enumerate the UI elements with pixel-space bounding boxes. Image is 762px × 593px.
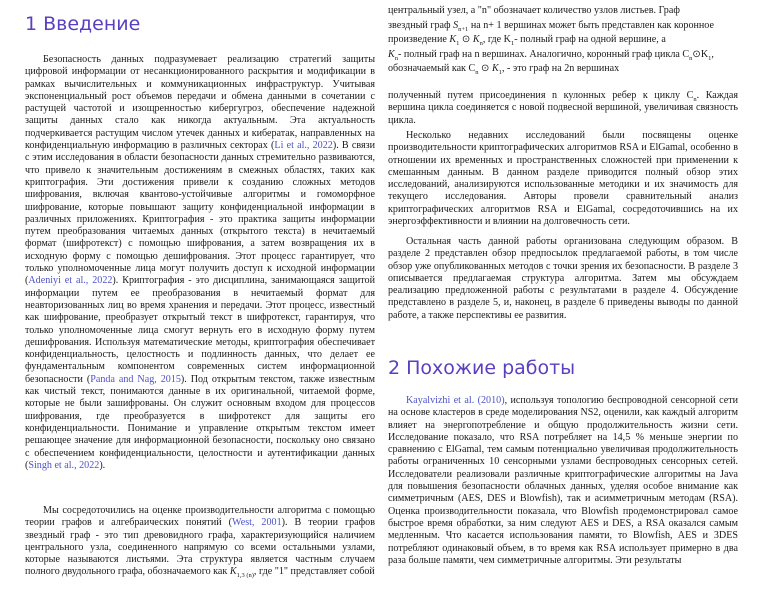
- paragraph-text: Несколько недавних исследований были посвящены оценке производительности криптографических алгоритмов RSA и ElGamal, особенно в отношении их временных и пространственных сложностей при применении к смешанным данным. В данном разделе приводится полный обзор этих исследований, анализируются использованные методики и их значимость для текущего исследования. Авторы провели сравнительный анализ криптографических алгоритмов RSA и ElGamal, сосредоточившись на их энергоэффективности и влиянии на долговечность сети.: [388, 130, 738, 228]
- text-span: , где K: [482, 34, 511, 46]
- text-span: ).: [99, 459, 106, 471]
- math-operator: ⊙: [459, 34, 473, 46]
- citation-link[interactable]: Li et al., 2022: [274, 140, 333, 152]
- text-span: , используя топологию беспроводной сенсорной сети на основе кластеров в среде моделирования NS2, оценили, как каждый алгоритм влияет на энергопотребление и общую продолжительность жизни сети. Исследование показало, что RSA потребляет на 14,5 % меньше энергии по сравнению с ElGamal, тем самым потенциально увеличивая продолжительность работы ограниченных 10 сенсорными узлами беспроводных сенсорных сетей. Исследователи реализовали различные криптографические алгоритмы на Java для повышения безопасности облачных данных, уделяя особое внимание как симметричным (AES, DES и Blowfish), так и асимметричным методам (RSA). Оценка производительности показала, что Blowfish продемонстрировал самое быстрое время обработки, за ним следуют AES и DES, а RSA оказался самым медленным. Что касается использования памяти, то Blowfish, AES и 3DES потребляют одинаковый объем, в то время как RSA использует примерно в два раза больше памяти, чем симметричные алгоритмы. Эти результаты: [388, 395, 739, 566]
- section-1-title: Введение: [43, 13, 141, 35]
- math-subscript: n: [479, 40, 483, 48]
- section-1-heading: [25, 12, 375, 36]
- text-span: на n+ 1 вершинах может быть представлен как коронное: [468, 19, 714, 31]
- text-span: ). Под открытым текстом, также известным как чистый текст, понимаются данные в их оригинальной, читаемой форме, которые не были зашифрованы. Он служит основным входом для процессов шифрования, где преобразуется в шифротекст для защиты его конфиденциальности. Понимание и управление открытым текстом имеет решающее значение для информационной безопасности, поскольку оно связано с обеспечением конфиденциальности, целостности и аутентификации данных (: [25, 373, 376, 471]
- math-symbol: K: [472, 34, 480, 46]
- intro-paragraph-2: [25, 505, 375, 579]
- math-subscript: n: [475, 69, 479, 77]
- intro-paragraph-1: [25, 54, 375, 472]
- math-subscript: n: [394, 54, 398, 62]
- math-symbol: K: [449, 34, 457, 46]
- graph-paragraph-end: [388, 90, 738, 127]
- text-span: , - это граф на 2n вершинах: [501, 63, 620, 75]
- text-span: звездный граф: [388, 19, 454, 31]
- intro-paragraph-3: [388, 130, 738, 228]
- math-subscript: 1,3 (n): [236, 572, 254, 580]
- section-2-title: Похожие работы: [406, 357, 576, 379]
- related-paragraph-1: [388, 395, 738, 567]
- citation-link[interactable]: Singh et al., 2022: [28, 459, 100, 471]
- text-span: ,: [711, 48, 714, 60]
- math-subscript: 1: [708, 54, 712, 62]
- intro-paragraph-4: [388, 236, 738, 322]
- text-span: ⊙K: [692, 48, 709, 60]
- math-subscript: 1: [456, 40, 460, 48]
- section-1-number: 1: [25, 13, 38, 35]
- math-symbol: S: [453, 19, 459, 31]
- paragraph-text: Остальная часть данной работы организована следующим образом. В разделе 2 представлен обзор предпосылок предлагаемой работы, в том числе обзор уже опубликованных методов с точки зрения их безопасности. В разделе 3 описывается предлагаемая структура алгоритма. Затем мы обсуждаем реализацию предложенной работы с результатами в разделе 4. Обсуждение представлено в разделе 5, и, наконец, в разделе 6 приведены выводы по данной работе, а также перспективы ее развития.: [388, 236, 738, 321]
- math-symbol: K: [388, 48, 395, 60]
- citation-link[interactable]: West, 2001: [232, 517, 282, 529]
- section-2-heading: [388, 356, 738, 380]
- math-symbol: K: [229, 566, 237, 578]
- math-subscript: n+1: [458, 25, 469, 33]
- text-span: произведение: [388, 34, 450, 46]
- text-span: полученный путем присоединения n кулонных ребер к циклу C: [388, 90, 694, 101]
- text-span: ). В связи с этим исследования в области безопасности данных стремительно развиваются, что привело к значительным достижениям в смежных областях, таких как криптография. Эти достижения привели к созданию сложных методов шифрования, включая квантово-устойчивые алгоритмы и гомоморфное шифрование, которые повышают защиту конфиденциальной информации в различных приложениях. Криптография - это практика защиты информации путем преобразования читаемых данных (открытого текста) в нечитаемый формат (шифротекст) с помощью шифрования, а затем возвращения их в исходную форму с помощью дешифрования. Этот процесс гарантирует, что только уполномоченные лица могут получить доступ к исходной информации (: [25, 140, 376, 287]
- text-span: Мы сосредоточились на оценке производительности алгоритма с помощью теории графов и алгебраических понятий (: [25, 505, 375, 529]
- math-symbol: K: [491, 63, 499, 75]
- math-subscript: 1: [498, 69, 502, 77]
- text-span: . Каждая вершина цикла соединяется с новой подвесной вершиной, увеличивая связность цикла.: [388, 90, 739, 126]
- text-span: , где "1" представляет собой: [253, 566, 375, 578]
- citation-link[interactable]: Adeniyi et al., 2022: [28, 275, 113, 287]
- citation-link[interactable]: Kayalvizhi et al. (2010): [406, 395, 505, 406]
- text-span: - полный граф на n вершинах. Аналогично, коронный граф цикла C: [397, 48, 690, 60]
- math-subscript: 1: [510, 40, 515, 48]
- math-subscript: n: [689, 54, 693, 62]
- text-span: центральный узел, а "n" обозначает количество узлов листьев. Граф: [388, 5, 680, 16]
- text-span: - полный граф на одной вершине, а: [514, 34, 666, 46]
- math-operator: ⊙: [478, 63, 492, 75]
- text-span: ). Криптография - это дисциплина, занимающаяся защитой информации путем ее преобразования в нечитаемый формат для неавторизованных лиц во время хранения и передачи. Этот процесс, известный как шифрование, преобразует открытый текст в шифротекст, гарантируя, что только уполномоченные лица смогут вернуть его в исходную форму путем дешифрования. Используя математические методы, криптография обеспечивает конфиденциальность, целостность и подлинность данных, что делает ее фундаментальным компонентом современных систем информационной безопасности (: [25, 275, 375, 385]
- math-subscript: n: [693, 96, 697, 104]
- section-2-number: 2: [388, 357, 401, 379]
- text-span: ). В теории графов звездный граф - это тип древовидного графа, характеризующийся наличием центрального узла, соединенного напрямую со всеми остальными узлами, которые называются листьями. Эта структура является частным случаем полного двудольного графа, обозначаемого как: [25, 517, 375, 578]
- text-span: обозначаемый как C: [388, 63, 476, 75]
- citation-link[interactable]: Panda and Nag, 2015: [90, 373, 181, 385]
- text-span: Безопасность данных подразумевает реализацию стратегий защиты цифровой информации от несанкционированного раскрытия и модификации в рамках вычислительных и коммуникационных инфраструктур. Учитывая экспоненциальный рост объемов передачи и обмена данными в сочетании с растущей частотой и изощренностью кибергугроз, обеспечение надежной защиты данных стало как никогда актуальным. Эта актуальность подчеркивается растущим числом утечек данных и кибератак, направленных на конфиденциальную информацию в различных секторах (: [25, 54, 375, 152]
- continuation-text: [388, 4, 738, 77]
